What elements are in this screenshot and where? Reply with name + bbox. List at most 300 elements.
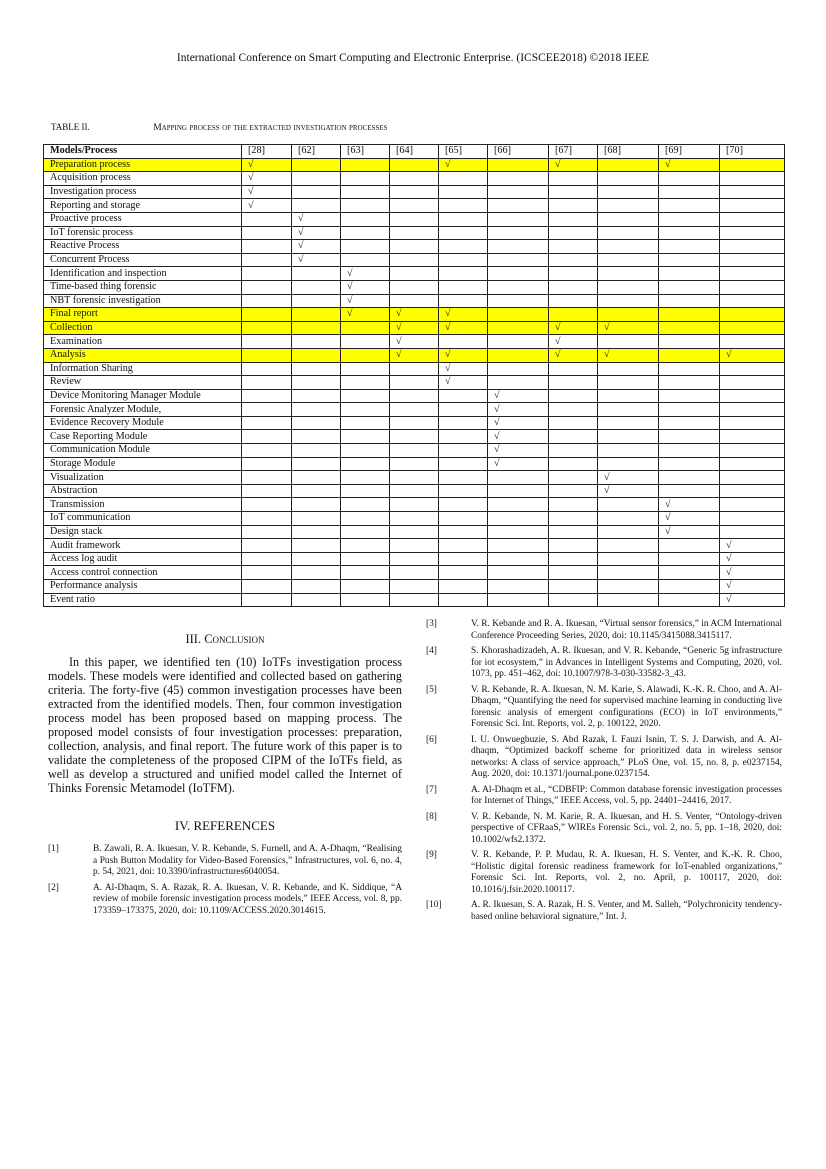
mapping-cell [488, 389, 549, 403]
mapping-cell [439, 294, 488, 308]
check-mark-icon: √ [604, 349, 610, 361]
mapping-cell [549, 348, 598, 362]
mapping-cell [598, 172, 659, 186]
mapping-cell [720, 348, 785, 362]
mapping-cell [598, 240, 659, 254]
left-column [48, 632, 402, 921]
table-row [44, 321, 785, 335]
mapping-cell [341, 566, 390, 580]
mapping-cell [341, 348, 390, 362]
mapping-cell [720, 416, 785, 430]
reference-text: V. R. Kebande, P. P. Mudau, R. A. Ikuesan, H. S. Venter, and K.-K. R. Choo, “Holistic digital forensic readiness framework for IoT-enabled organizations,” Forensic Sci. Int. Reports, vol. 2, no. April, p. 100117, 2020, doi: 10.1016/j.fsir.2020.100117. [471, 850, 782, 895]
mapping-cell [292, 484, 341, 498]
mapping-cell [659, 525, 720, 539]
mapping-cell [720, 158, 785, 172]
mapping-cell [488, 240, 549, 254]
check-mark-icon: √ [494, 444, 500, 456]
table-row [44, 552, 785, 566]
table-row [44, 484, 785, 498]
mapping-cell [292, 321, 341, 335]
mapping-cell [720, 498, 785, 512]
mapping-cell [720, 280, 785, 294]
mapping-cell [341, 308, 390, 322]
mapping-cell [720, 267, 785, 281]
column-header: [66] [488, 145, 549, 159]
mapping-cell [549, 457, 598, 471]
mapping-cell [341, 212, 390, 226]
mapping-cell [242, 348, 292, 362]
conclusion-paragraph: In this paper, we identified ten (10) IoTFs investigation process models. These models were identified and collected based on gathering criteria. The forty-five (45) common investigation processes have been extracted from the identified models. Then, four common investigation process model has been proposed based on mapping process. The proposed model consists of four investigation processes: preparation, collection, analysis, and final report. The future work of this paper is to validate the completeness of the proposed CIPM of the IoTFs field, as well as develop a structured and unified model called the Internet of Thinks Forensic Metamodel (IoTFM). [48, 655, 402, 795]
table-row [44, 430, 785, 444]
mapping-cell [242, 389, 292, 403]
reference-item [48, 844, 402, 879]
check-mark-icon: √ [726, 580, 732, 592]
mapping-cell [549, 566, 598, 580]
mapping-cell [390, 471, 439, 485]
mapping-cell [659, 539, 720, 553]
mapping-cell [242, 593, 292, 607]
mapping-cell [549, 240, 598, 254]
mapping-cell [341, 525, 390, 539]
table-row [44, 403, 785, 417]
mapping-cell [292, 376, 341, 390]
mapping-cell [598, 512, 659, 526]
check-mark-icon: √ [494, 403, 500, 415]
column-header: [68] [598, 145, 659, 159]
conclusion-number: III. [185, 632, 202, 646]
table-row [44, 308, 785, 322]
mapping-cell [242, 403, 292, 417]
mapping-cell [341, 226, 390, 240]
process-label: Investigation process [44, 185, 242, 199]
mapping-cell [659, 294, 720, 308]
mapping-cell [659, 172, 720, 186]
column-header: [67] [549, 145, 598, 159]
mapping-cell [439, 199, 488, 213]
mapping-cell [341, 498, 390, 512]
mapping-cell [390, 580, 439, 594]
table-row [44, 376, 785, 390]
reference-item [426, 735, 782, 781]
check-mark-icon: √ [604, 485, 610, 497]
reference-item [426, 619, 782, 642]
reference-item [426, 646, 782, 681]
mapping-cell [439, 376, 488, 390]
mapping-cell [292, 308, 341, 322]
reference-text: V. R. Kebande, R. A. Ikuesan, N. M. Karie, S. Alawadi, K.-K. R. Choo, and A. Al-Dhaqm, “Quantifying the need for supervised machine learning in conducting live forensic analysis of emergent configurations (ECO) in IoT environments,” Forensic Sci. Int. Reports, vol. 2, p. 100122, 2020. [471, 684, 782, 729]
mapping-cell [549, 539, 598, 553]
mapping-cell [242, 267, 292, 281]
process-label: Transmission [44, 498, 242, 512]
mapping-cell [659, 362, 720, 376]
mapping-cell [720, 199, 785, 213]
check-mark-icon: √ [726, 539, 732, 551]
check-mark-icon: √ [604, 322, 610, 334]
mapping-cell [292, 593, 341, 607]
check-mark-icon: √ [494, 457, 500, 469]
check-mark-icon: √ [396, 322, 402, 334]
check-mark-icon: √ [298, 254, 304, 266]
reference-item [48, 883, 402, 918]
mapping-cell [598, 199, 659, 213]
mapping-cell [390, 280, 439, 294]
mapping-cell [341, 430, 390, 444]
process-label: Analysis [44, 348, 242, 362]
mapping-cell [242, 362, 292, 376]
mapping-cell [439, 416, 488, 430]
mapping-cell [488, 484, 549, 498]
mapping-cell [598, 348, 659, 362]
mapping-cell [659, 335, 720, 349]
mapping-cell [292, 552, 341, 566]
process-label: Case Reporting Module [44, 430, 242, 444]
mapping-cell [549, 308, 598, 322]
process-label: Visualization [44, 471, 242, 485]
mapping-cell [549, 172, 598, 186]
mapping-cell [390, 593, 439, 607]
table-row [44, 389, 785, 403]
mapping-cell [659, 185, 720, 199]
mapping-cell [720, 253, 785, 267]
table-row [44, 498, 785, 512]
mapping-cell [488, 212, 549, 226]
mapping-cell [598, 389, 659, 403]
mapping-cell [488, 525, 549, 539]
table-header-row [44, 145, 785, 159]
check-mark-icon: √ [396, 335, 402, 347]
process-label: Performance analysis [44, 580, 242, 594]
mapping-cell [292, 226, 341, 240]
mapping-cell [659, 212, 720, 226]
reference-number: [4] [426, 646, 437, 656]
process-label: Final report [44, 308, 242, 322]
mapping-cell [341, 199, 390, 213]
mapping-cell [598, 430, 659, 444]
mapping-cell [390, 185, 439, 199]
mapping-cell [390, 444, 439, 458]
mapping-cell [488, 172, 549, 186]
check-mark-icon: √ [298, 240, 304, 252]
reference-text: V. R. Kebande, N. M. Karie, R. A. Ikuesan, and H. S. Venter, “Ontology-driven perspective of CFRaaS,” WIREs Forensic Sci., vol. 2, no. 5, pp. 1–18, 2020, doi: 10.1002/wfs2.1372. [471, 811, 782, 845]
reference-text: S. Khorashadizadeh, A. R. Ikuesan, and V. R. Kebande, “Generic 5g infrastructure for iot ecosystem,” in Advances in Intelligent Systems and Computing, 2020, vol. 1073, pp. 451–462, doi: 10.1007/978-3-030-33582-3_43. [471, 646, 782, 679]
mapping-cell [598, 362, 659, 376]
mapping-cell [598, 457, 659, 471]
mapping-cell [292, 471, 341, 485]
mapping-cell [292, 444, 341, 458]
mapping-cell [439, 498, 488, 512]
table-row [44, 362, 785, 376]
mapping-cell [598, 321, 659, 335]
mapping-cell [720, 444, 785, 458]
reference-text: I. U. Onwuegbuzie, S. Abd Razak, I. Fauzi Isnin, T. S. J. Darwish, and A. Al-dhaqm, “Optimized backoff scheme for prioritized data in wireless sensor networks: A class of service approach,” PLoS One, vol. 15, no. 8, p. e0237154, Aug. 2020, doi: 10.1371/journal.pone.0237154. [471, 734, 782, 779]
conclusion-heading [48, 632, 402, 647]
mapping-cell [292, 267, 341, 281]
mapping-cell [720, 240, 785, 254]
mapping-cell [659, 199, 720, 213]
mapping-cell [390, 484, 439, 498]
mapping-cell [720, 580, 785, 594]
mapping-cell [341, 539, 390, 553]
mapping-cell [720, 430, 785, 444]
table-title: Mapping process of the extracted investigation processes [153, 123, 388, 133]
mapping-cell [390, 362, 439, 376]
conclusion-title: Conclusion [204, 632, 265, 646]
process-label: Concurrent Process [44, 253, 242, 267]
mapping-cell [341, 580, 390, 594]
mapping-cell [659, 457, 720, 471]
mapping-cell [549, 321, 598, 335]
table-row [44, 566, 785, 580]
process-label: Preparation process [44, 158, 242, 172]
mapping-cell [488, 321, 549, 335]
mapping-cell [292, 199, 341, 213]
mapping-cell [439, 158, 488, 172]
mapping-cell [390, 512, 439, 526]
mapping-cell [488, 498, 549, 512]
mapping-cell [439, 430, 488, 444]
process-label: IoT forensic process [44, 226, 242, 240]
mapping-cell [659, 512, 720, 526]
mapping-cell [659, 308, 720, 322]
mapping-cell [598, 212, 659, 226]
mapping-cell [549, 416, 598, 430]
page-header: International Conference on Smart Computing and Electronic Enterprise. (ICSCEE2018) ©2018 IEEE [176, 52, 650, 64]
mapping-cell [292, 212, 341, 226]
mapping-cell [549, 498, 598, 512]
mapping-cell [549, 280, 598, 294]
reference-text: A. Al-Dhaqm et al., “CDBFIP: Common database forensic investigation processes for Internet of Things,” IEEE Access, vol. 5, pp. 24401–24416, 2017. [471, 784, 782, 806]
process-label: Review [44, 376, 242, 390]
mapping-cell [341, 321, 390, 335]
check-mark-icon: √ [248, 186, 254, 198]
mapping-cell [242, 552, 292, 566]
mapping-cell [659, 471, 720, 485]
right-column [426, 619, 782, 927]
mapping-cell [598, 226, 659, 240]
table-row [44, 335, 785, 349]
check-mark-icon: √ [726, 349, 732, 361]
check-mark-icon: √ [726, 566, 732, 578]
mapping-cell [488, 416, 549, 430]
mapping-cell [341, 280, 390, 294]
mapping-cell [390, 566, 439, 580]
mapping-cell [720, 362, 785, 376]
mapping-cell [598, 525, 659, 539]
mapping-cell [242, 580, 292, 594]
mapping-cell [659, 321, 720, 335]
check-mark-icon: √ [445, 322, 451, 334]
mapping-cell [341, 185, 390, 199]
column-header: [70] [720, 145, 785, 159]
mapping-cell [549, 430, 598, 444]
mapping-cell [439, 212, 488, 226]
column-header: [64] [390, 145, 439, 159]
check-mark-icon: √ [347, 281, 353, 293]
reference-item [426, 785, 782, 808]
mapping-cell [242, 444, 292, 458]
mapping-cell [292, 335, 341, 349]
mapping-cell [720, 226, 785, 240]
mapping-cell [242, 457, 292, 471]
table-row [44, 539, 785, 553]
mapping-cell [720, 539, 785, 553]
mapping-cell [659, 348, 720, 362]
mapping-cell [720, 294, 785, 308]
process-label: Abstraction [44, 484, 242, 498]
mapping-cell [488, 267, 549, 281]
check-mark-icon: √ [248, 158, 254, 170]
mapping-cell [390, 389, 439, 403]
references-heading: IV. REFERENCES [174, 818, 276, 833]
mapping-cell [720, 185, 785, 199]
mapping-cell [292, 253, 341, 267]
mapping-cell [390, 308, 439, 322]
mapping-cell [549, 185, 598, 199]
mapping-cell [439, 552, 488, 566]
mapping-cell [598, 280, 659, 294]
mapping-cell [598, 158, 659, 172]
reference-number: [10] [426, 900, 442, 910]
mapping-cell [341, 172, 390, 186]
table-row [44, 267, 785, 281]
mapping-cell [659, 226, 720, 240]
mapping-cell [659, 240, 720, 254]
mapping-cell [390, 267, 439, 281]
mapping-cell [659, 280, 720, 294]
column-header: [28] [242, 145, 292, 159]
mapping-cell [390, 335, 439, 349]
process-label: Audit framework [44, 539, 242, 553]
mapping-cell [292, 566, 341, 580]
mapping-cell [488, 253, 549, 267]
mapping-cell [390, 539, 439, 553]
reference-item [426, 685, 782, 731]
process-label: IoT communication [44, 512, 242, 526]
mapping-cell [341, 416, 390, 430]
mapping-cell [242, 199, 292, 213]
mapping-cell [488, 185, 549, 199]
mapping-cell [659, 498, 720, 512]
reference-text: B. Zawali, R. A. Ikuesan, V. R. Kebande, S. Furnell, and A. A-Dhaqm, “Realising a Push Button Modality for Video-Based Forensics,” Infrastructures, vol. 6, no. 4, p. 54, 2021, doi: 10.3390/infrastructures6040054. [93, 844, 402, 877]
mapping-cell [720, 376, 785, 390]
table-row [44, 240, 785, 254]
mapping-cell [341, 403, 390, 417]
column-header: [62] [292, 145, 341, 159]
mapping-cell [439, 172, 488, 186]
mapping-cell [242, 253, 292, 267]
check-mark-icon: √ [604, 471, 610, 483]
check-mark-icon: √ [555, 335, 561, 347]
reference-text: V. R. Kebande and R. A. Ikuesan, “Virtual sensor forensics,” in ACM International Conference Proceeding Series, 2020, doi: 10.1145/3415088.3415117. [471, 619, 782, 641]
mapping-cell [488, 362, 549, 376]
mapping-cell [292, 580, 341, 594]
mapping-cell [390, 321, 439, 335]
mapping-cell [598, 593, 659, 607]
reference-number: [2] [48, 882, 59, 893]
mapping-cell [341, 389, 390, 403]
mapping-cell [242, 512, 292, 526]
reference-text: A. R. Ikuesan, S. A. Razak, H. S. Venter, and M. Salleh, “Polychronicity tendency-based online behavioral signature,” Int. J. [471, 900, 782, 922]
mapping-cell [598, 416, 659, 430]
mapping-cell [549, 335, 598, 349]
table-row [44, 348, 785, 362]
process-label: Access log audit [44, 552, 242, 566]
mapping-cell [242, 376, 292, 390]
reference-number: [3] [426, 619, 437, 629]
mapping-cell [439, 321, 488, 335]
mapping-cell [720, 552, 785, 566]
mapping-cell [390, 226, 439, 240]
mapping-cell [439, 444, 488, 458]
table-row [44, 158, 785, 172]
mapping-cell [439, 512, 488, 526]
column-header: [69] [659, 145, 720, 159]
mapping-cell [242, 525, 292, 539]
check-mark-icon: √ [298, 213, 304, 225]
mapping-cell [598, 335, 659, 349]
mapping-cell [549, 471, 598, 485]
mapping-cell [488, 444, 549, 458]
mapping-cell [720, 335, 785, 349]
table-number: TABLE II. [51, 122, 90, 132]
mapping-cell [598, 403, 659, 417]
mapping-cell [292, 185, 341, 199]
reference-number: [9] [426, 850, 437, 860]
check-mark-icon: √ [298, 226, 304, 238]
process-label: Identification and inspection [44, 267, 242, 281]
mapping-cell [549, 525, 598, 539]
mapping-cell [549, 444, 598, 458]
process-label: Examination [44, 335, 242, 349]
mapping-cell [390, 253, 439, 267]
mapping-cell [439, 267, 488, 281]
mapping-cell [488, 280, 549, 294]
mapping-cell [488, 348, 549, 362]
mapping-cell [598, 185, 659, 199]
table-caption [51, 122, 388, 133]
mapping-cell [242, 430, 292, 444]
mapping-cell [659, 416, 720, 430]
mapping-cell [439, 566, 488, 580]
mapping-cell [292, 389, 341, 403]
corner-header: Models/Process [44, 145, 242, 159]
reference-item [426, 900, 782, 923]
reference-text: A. Al-Dhaqm, S. A. Razak, R. A. Ikuesan, V. R. Kebande, and K. Siddique, “A review of mobile forensic investigation process models,” IEEE Access, vol. 8, pp. 173359–173375, 2020, doi: 10.1109/ACCESS.2020.3014615. [93, 882, 402, 916]
mapping-cell [242, 212, 292, 226]
mapping-cell [598, 444, 659, 458]
check-mark-icon: √ [665, 158, 671, 170]
mapping-cell [720, 457, 785, 471]
mapping-cell [439, 348, 488, 362]
mapping-cell [439, 525, 488, 539]
process-label: Information Sharing [44, 362, 242, 376]
mapping-cell [390, 158, 439, 172]
mapping-cell [549, 267, 598, 281]
mapping-cell [292, 512, 341, 526]
mapping-cell [292, 525, 341, 539]
mapping-cell [341, 294, 390, 308]
check-mark-icon: √ [347, 267, 353, 279]
mapping-cell [659, 267, 720, 281]
table-row [44, 294, 785, 308]
mapping-cell [439, 226, 488, 240]
mapping-cell [390, 294, 439, 308]
check-mark-icon: √ [396, 308, 402, 320]
check-mark-icon: √ [248, 172, 254, 184]
process-label: Event ratio [44, 593, 242, 607]
mapping-cell [549, 199, 598, 213]
column-header: [65] [439, 145, 488, 159]
